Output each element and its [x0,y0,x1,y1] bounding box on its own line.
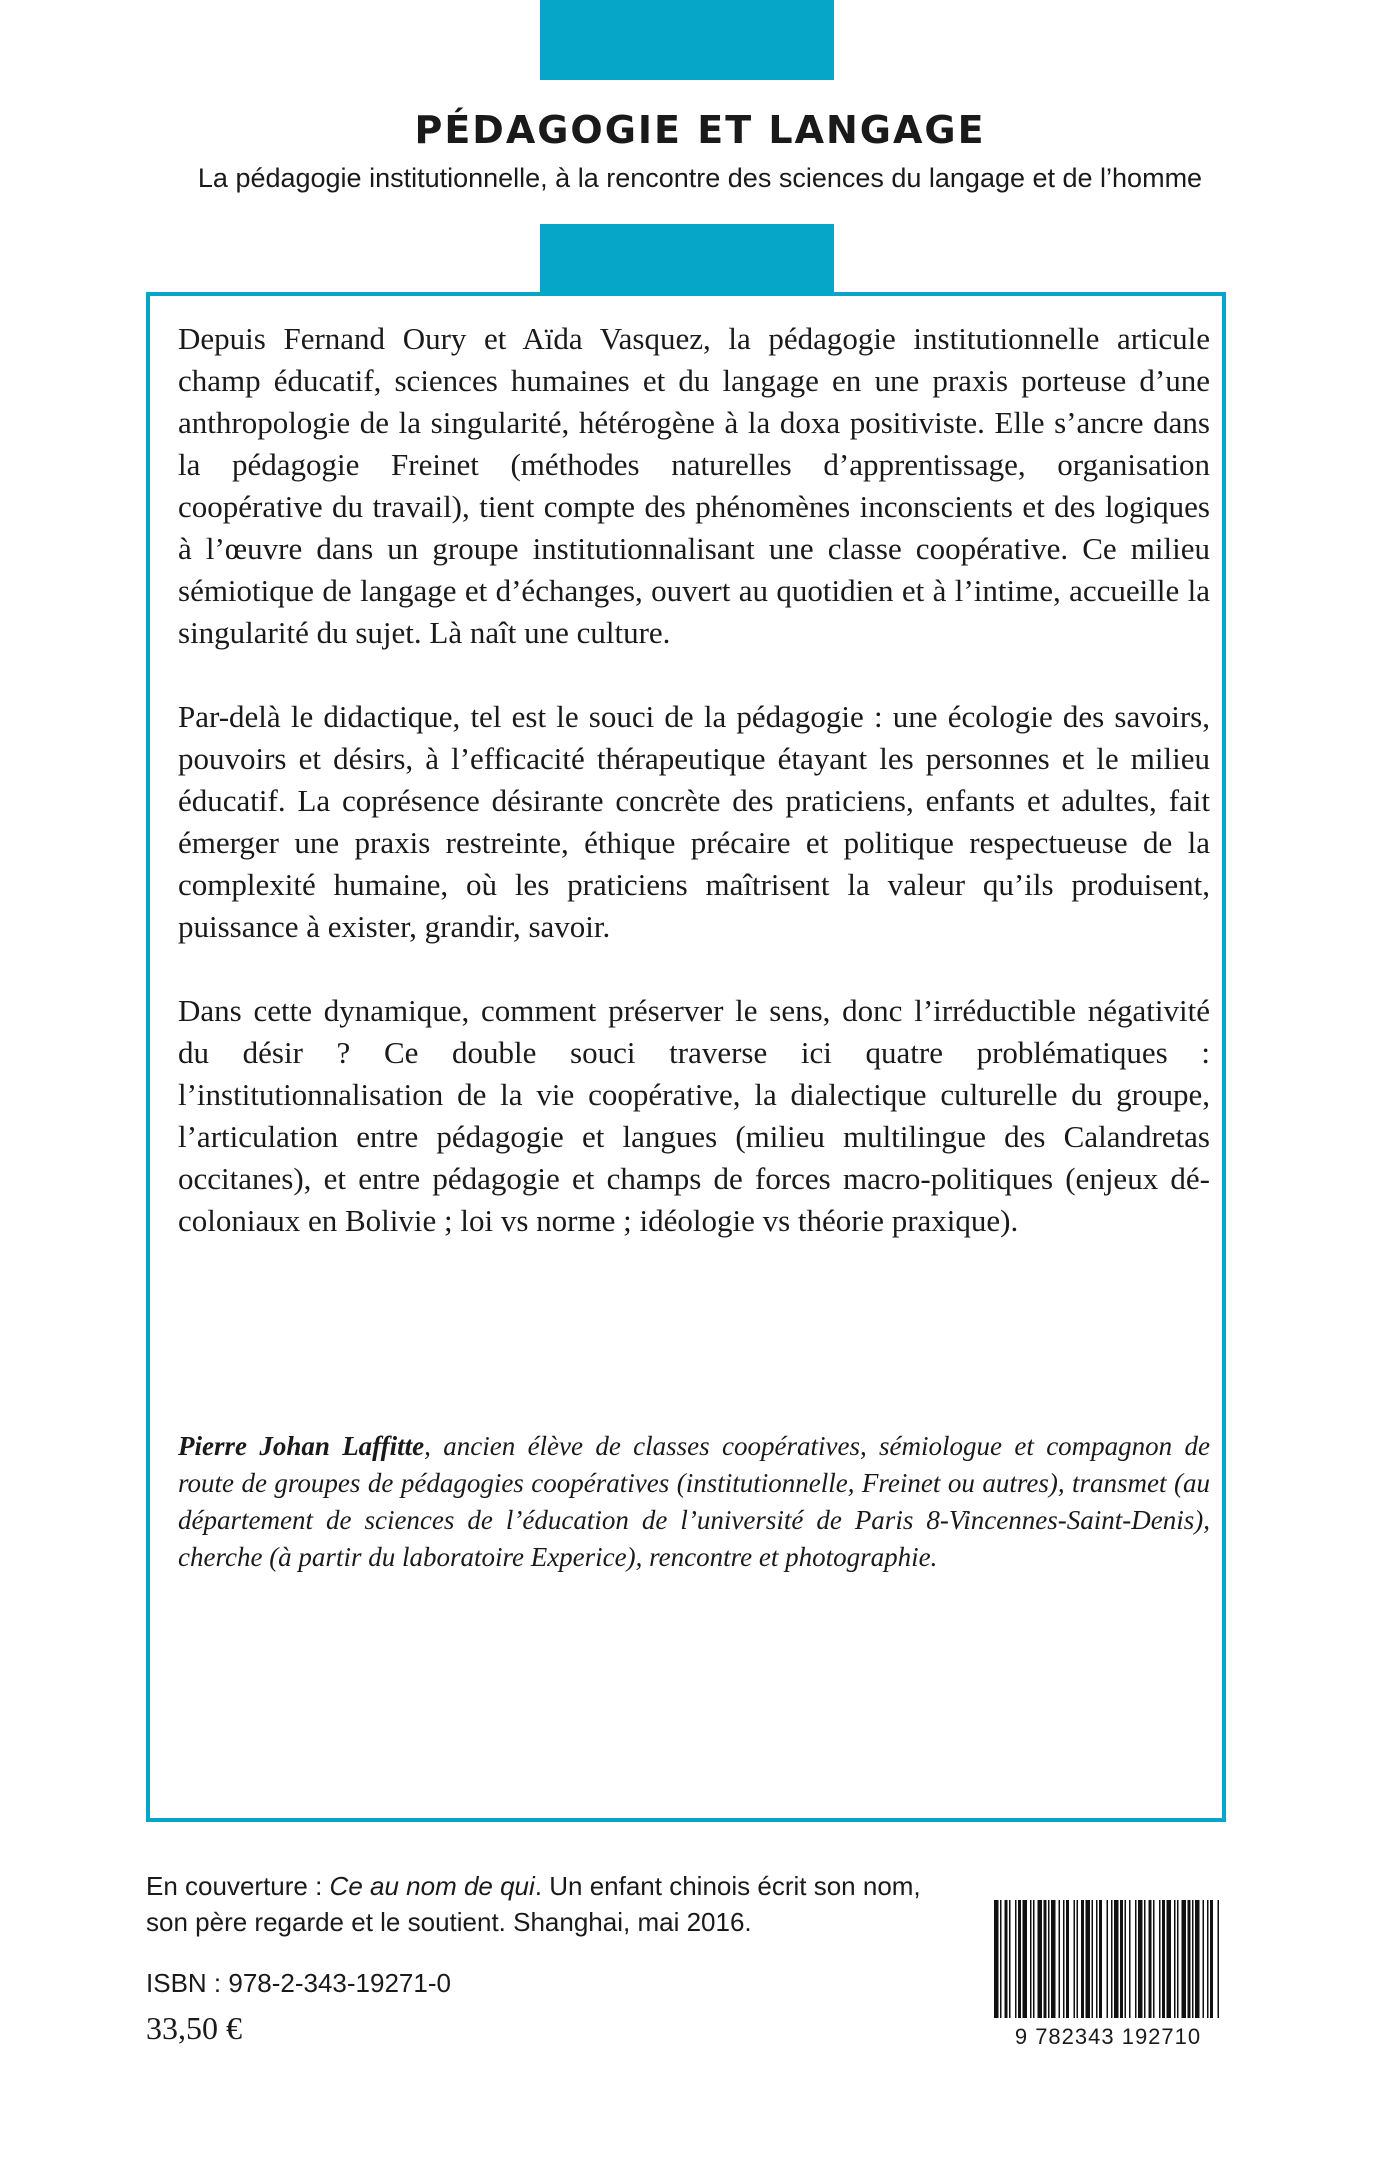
barcode-bar [1023,1900,1028,2018]
caption-description: . Un enfant chinois écrit son nom, son père regarde et le soutient. Shanghai, mai 2016. [146,1871,921,1937]
barcode-bar [1018,1900,1021,2018]
barcode-bar [1210,1900,1213,2018]
barcode-bar [1153,1900,1155,2018]
accent-bar-top [540,0,834,80]
author-name: Pierre Johan Laffitte [178,1431,425,1461]
barcode-bar [1167,1900,1172,2018]
barcode-bar [1086,1900,1091,2018]
barcode-bar [1207,1900,1209,2018]
cover-caption [146,1868,946,1940]
barcode-bar [1125,1900,1127,2018]
price: 33,50 € [146,2010,242,2046]
barcode-bar [1099,1900,1102,2018]
barcode-bar [1038,1900,1043,2018]
barcode-bar [1149,1900,1152,2018]
barcode-bar [1000,1900,1002,2018]
barcode-bar [1005,1900,1008,2018]
barcode-icon [990,1900,1226,2022]
accent-bar-middle [540,224,834,294]
barcode-bar [1096,1900,1098,2018]
summary-paragraph-1: Depuis Fernand Oury et Aïda Vasquez, la pédagogie institutionnelle articule champ éducatif, sciences humaines et du langage en une praxis porteuse d’une anthropologie de la singularité, hétérogène à la doxa positiviste. Elle s’ancre dans la pédagogie Freinet (méthodes naturelles d’apprentissage, organisation coopérative du travail), tient compte des phénomènes inconscients et des logiques à l’œuvre dans un groupe institutionnalisant une classe coopérative. Ce milieu sémiotique de langage et d’échanges, ouvert au quotidien et à l’intime, accueille la singularité du sujet. Là naît une culture. [178,321,1210,650]
barcode-bar [1077,1900,1079,2018]
barcode-bar [1162,1900,1165,2018]
barcode-number: 9 782343 192710 [1014,2024,1202,2049]
barcode-bar [1177,1900,1179,2018]
barcode-bar [1074,1900,1076,2018]
barcode-bar [1107,1900,1109,2018]
barcode-bar [1192,1900,1194,2018]
isbn: ISBN : 978-2-343-19271-0 [146,1968,451,1998]
barcode-bar [1048,1900,1050,2018]
barcode-bar [1182,1900,1187,2018]
barcode-bar [1188,1900,1191,2018]
barcode-bar [1015,1900,1017,2018]
barcode-bar [1138,1900,1143,2018]
barcode-bar [1063,1900,1065,2018]
barcode-bar [1144,1900,1146,2018]
barcode-bar [1009,1900,1011,2018]
summary-paragraph-2: Par-delà le didactique, tel est le souci de la pédagogie : une écologie des savoirs, pouvoirs et désirs, à l’efficacité thérapeutique étayant les personnes et le milieu éducatif. La coprésence désirante concrète des praticiens, enfants et adultes, fait émerger une praxis restreinte, éthique précaire et politique respectueuse de la complexité humaine, où les praticiens maîtrisent la valeur qu’ils produisent, puissance à exister, grandir, savoir. [178,699,1210,944]
barcode-bar [1218,1900,1220,2018]
barcode-bar [1159,1900,1161,2018]
barcode-bar [1059,1900,1061,2018]
barcode-bar [1051,1900,1056,2018]
summary-text [178,318,1210,1284]
barcode-bar [1135,1900,1137,2018]
barcode-bar [1081,1900,1084,2018]
barcode-bar [1066,1900,1069,2018]
book-subtitle: La pédagogie institutionnelle, à la rencontre des sciences du langage et de l’homme [197,163,1203,193]
barcode-bar [1030,1900,1032,2018]
author-description: , ancien élève de classes coopératives, sémiologue et compagnon de route de groupes de pédagogies coopératives (institutionnelle, Freinet ou autres), transmet (au département de sciences de l’éducation de l’université de Paris 8-Vincennes-Saint-Denis), cherche (à partir du laboratoire Experice), rencontre et photographie. [178,1431,1211,1572]
barcode-bar [1195,1900,1200,2018]
barcode-bar [1111,1900,1113,2018]
barcode-bar [1203,1900,1205,2018]
author-bio [178,1428,1210,1576]
barcode-bar [994,1900,999,2018]
book-title: PÉDAGOGIE ET LANGAGE [414,108,986,152]
barcode-bar [1033,1900,1035,2018]
barcode-bar [1129,1900,1131,2018]
summary-paragraph-3: Dans cette dynamique, comment préserver le sens, donc l’irréductible négativité du désir ? Ce double souci traverse ici quatre problématiques : l’institutionnalisation de la vie coopérative, la dialectique culturelle du groupe, l’articulation entre pédagogie et langues (milieu multilingue des Calandretas occitanes), et entre pédagogie et champs de forces macro-politiques (enjeux dé-coloniaux en Bolivie ; loi vs norme ; idéologie vs théorie praxique). [178,993,1210,1238]
barcode-bar [1120,1900,1123,2018]
caption-prefix: En couverture : [146,1871,330,1901]
barcode-bar [1044,1900,1047,2018]
barcode-bar [1092,1900,1094,2018]
barcode-bar [1114,1900,1119,2018]
barcode-bar [1174,1900,1176,2018]
caption-photo-title: Ce au nom de qui [329,1871,535,1901]
